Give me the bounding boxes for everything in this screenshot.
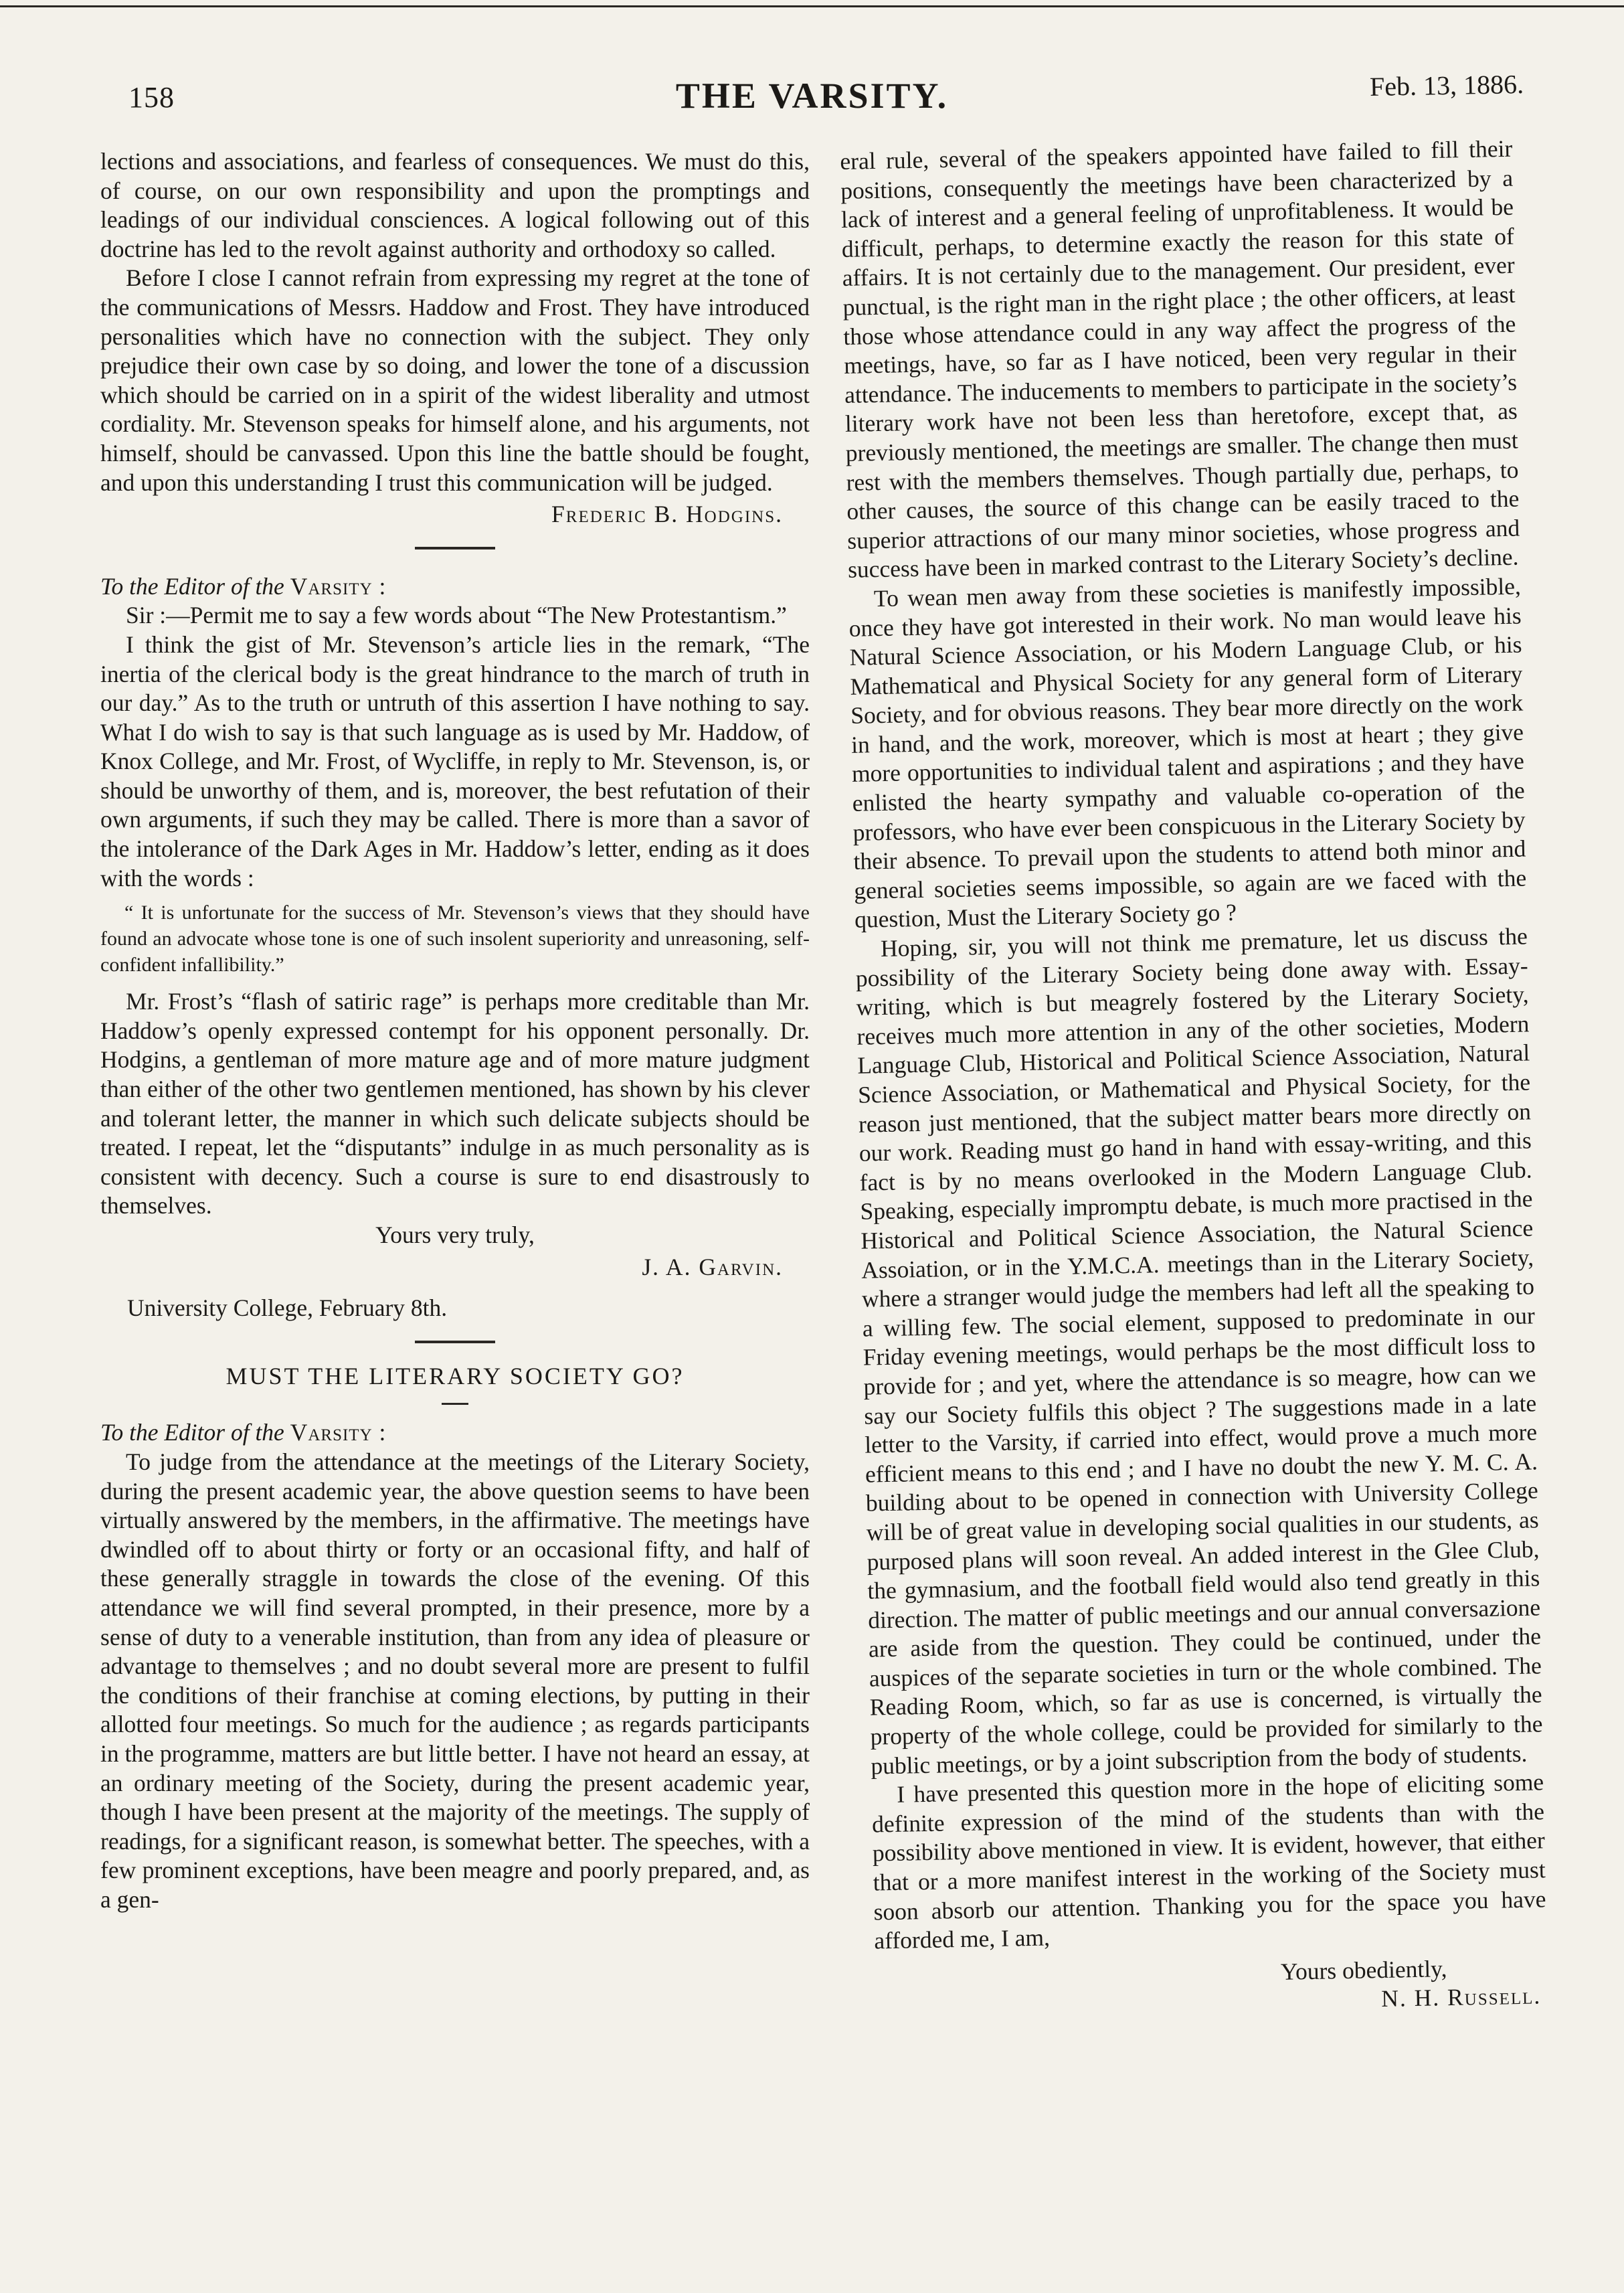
right-column <box>840 135 1548 2024</box>
paragraph: Before I close I cannot refrain from expressing my regret at the tone of the communications of Messrs. Haddow and Frost. They have introduced personalities which have no connection with the subject. They only prejudice their own case by so doing, and lower the tone of a discussion which should be carried on in a spirit of the widest liberality and utmost cordiality. Mr. Stevenson speaks for himself alone, and his arguments, not himself, should be canvassed. Upon this line the battle should be fought, and upon this understanding I trust this communication will be judged. <box>100 264 810 496</box>
paragraph: lections and associations, and fearless of consequences. We must do this, of course, on our own responsibility and upon the promptings and leadings of our individual consciences. A logical following out of this doctrine has led to the revolt against authority and orthodoxy so called. <box>100 148 810 262</box>
salutation <box>100 1418 810 1448</box>
dateline: University College, February 8th. <box>127 1294 448 1322</box>
block-quote: “ It is unfortunate for the success of Mr. Stevenson’s views that they should have found an advocate whose tone is one of such insolent superiority and unreasoning, self-confident infallibility.” <box>100 902 810 976</box>
paragraph: I have presented this question more in the hope of eliciting some definite expression of the mind of the students than with the possibility above mentioned in view. It is evident, however, that either that or a more manifest interest in the working of the Society must soon absorb our attention. Thanking you for the space you have afforded me, I am, <box>871 1768 1546 1954</box>
salutation-text: To the Editor of the <box>100 1419 290 1446</box>
title-underline <box>442 1403 468 1405</box>
salutation-paper-name: Varsity : <box>290 572 387 600</box>
closing-line: Yours obediently, <box>1280 1954 1447 1985</box>
issue-date: Feb. 13, 1886. <box>1369 68 1524 102</box>
section-title: MUST THE LITERARY SOCIETY GO? <box>225 1362 685 1389</box>
paragraph: To wean men away from these societies is manifestly impossible, once they have got interested in their work. No man would leave his Natural Science Association, or his Modern Language Club, or his Mathematical and Physical Society for any general form of Literary Society, and for obvious reasons. They bear more directly on the work in hand, and the work, moreover, which is most at heart ; they give more opportunities to individual talent and aspirations ; and they have enlisted the hearty sympathy and valuable co-operation of the professors, who have ever been conspicuous in the Literary Society by their absence. To prevail upon the students to attend both minor and general societies seems impossible, so again are we faced with the question, Must the Literary Society go ? <box>848 572 1527 934</box>
paragraph: Mr. Frost’s “flash of satiric rage” is perhaps more creditable than Mr. Haddow’s openly expressed contempt for his opponent personally. Dr. Hodgins, a gentleman of more mature age and of more mature judgment than either of the other two gentlemen mentioned, has shown by his clever and tolerant letter, the manner in which such delicate subjects should be treated. I repeat, let the “disputants” indulge in as much personality as is consistent with decency. Such a course is sure to end disastrously to themselves. <box>100 988 810 1219</box>
paragraph: I think the gist of Mr. Stevenson’s article lies in the remark, “The inertia of the clerical body is the great hindrance to the march of truth in our day.” As to the truth or untruth of this assertion I have nothing to say. What I do wish to say is that such language as is used by Mr. Haddow, of Knox College, and Mr. Frost, of Wycliffe, in reply to Mr. Stevenson, is, or should be unworthy of them, and is, moreover, the best refutation of their own arguments, if such they may be called. There is more than a savor of the intolerance of the Dark Ages in Mr. Haddow’s letter, ending as it does with the words : <box>100 630 810 891</box>
page-number: 158 <box>128 81 175 114</box>
paragraph: Sir :—Permit me to say a few words about “The New Protestantism.” <box>126 602 787 629</box>
paragraph: Hoping, sir, you will not think me premature, let us discuss the possibility of the Literary Society being done away with. Essay-writing, which is but meagrely fostered by the Literary Society, receives much more attention in any of the other societies, Modern Language Club, Historical and Political Science Association, Natural Science Association, or Mathematical and Physical Society, for the reason just mentioned, that the subject matter bears more directly on our work. Reading must go hand in hand with essay-writing, and this fact is by no means overlooked in the Modern Language Club. Speaking, especially impromptu debate, is much more practised in the Historical and Political Science Association, the Natural Science Assoiation, or in the Y.M.C.A. meetings than in the Literary Society, where a stranger would judge the members had left all the speaking to a willing few. The social element, supposed to predominate in our Friday evening meetings, would perhaps be the most difficult loss to provide for ; and yet, where the attendance is so meagre, how can we say our Society fulfils this object ? The suggestions made in a late letter to the Varsity, if carried into effect, would prove a much more efficient means to this end ; and I have no doubt the new Y. M. C. A. building about to be opened in connection with University College will be of great value in developing social qualities in our students, as purposed plans will soon reveal. An added interest in the Glee Club, the gymnasium, and the football field would also tend greatly in this direction. The matter of public meetings and our annual conversazione are aside from the question. They could be continued, under the auspices of the separate societies in turn or the whole combined. The Reading Room, which, so far as use is concerned, is virtually the property of the whole college, could be provided for similarly to the public meetings, or by a joint subscription from the body of students. <box>855 922 1543 1780</box>
salutation-paper-name: Varsity : <box>290 1419 387 1446</box>
salutation-text: To the Editor of the <box>100 572 290 600</box>
paragraph: eral rule, several of the speakers appointed have failed to fill their positions, consequently the meetings have been characterized by a lack of interest and a general feeling of unprofitableness. It would be difficult, perhaps, to determine exactly the reason for this state of affairs. It is not certainly due to the management. Our president, ever punctual, is the right man in the right place ; the other officers, at least those whose attendance could in any way affect the progress of the meetings, have, so far as I have noticed, been very regular in their attendance. The inducements to members to participate in the society’s literary work have not been less than heretofore, except that, as previously mentioned, the meetings are smaller. The change then must rest with the members themselves. Though partially due, perhaps, to other causes, the source of this change can be easily traced to the superior attractions of our many minor societies, whose progress and success have been in marked contrast to the Literary Society’s decline. <box>840 135 1520 584</box>
salutation <box>100 572 810 602</box>
signature-garvin: J. A. Garvin. <box>642 1253 783 1280</box>
left-column <box>100 147 810 1914</box>
section-divider <box>415 547 495 549</box>
masthead: THE VARSITY. <box>675 76 949 116</box>
paragraph: To judge from the attendance at the meetings of the Literary Society, during the present academic year, the above question seems to have been virtually answered by the members, in the affirmative. The meetings have dwindled off to about thirty or forty or an occasional fifty, and half of these generally straggle in towards the close of the evening. Of this attendance we will find several prompted, in their presence, more by a sense of duty to a venerable institution, than from any idea of pleasure or advantage to themselves ; and no doubt several more are present to fulfil the conditions of their franchise at coming elections, by putting in their allotted four meetings. So much for the audience ; as regards participants in the programme, matters are but little better. I have not heard an essay, at an ordinary meeting of the Society, during the present academic year, though I have been present at the majority of the meetings. The supply of readings, for a significant reason, is somewhat better. The speeches, with a few prominent exceptions, have been meagre and poorly prepared, and, as a gen- <box>100 1448 810 1913</box>
signature-russell: N. H. Russell. <box>1380 1982 1542 2013</box>
page-header <box>100 67 1524 127</box>
closing-line: Yours very truly, <box>375 1221 535 1248</box>
top-rule <box>0 5 1624 7</box>
signature-hodgins: Frederic B. Hodgins. <box>551 501 783 528</box>
section-divider <box>415 1341 495 1343</box>
